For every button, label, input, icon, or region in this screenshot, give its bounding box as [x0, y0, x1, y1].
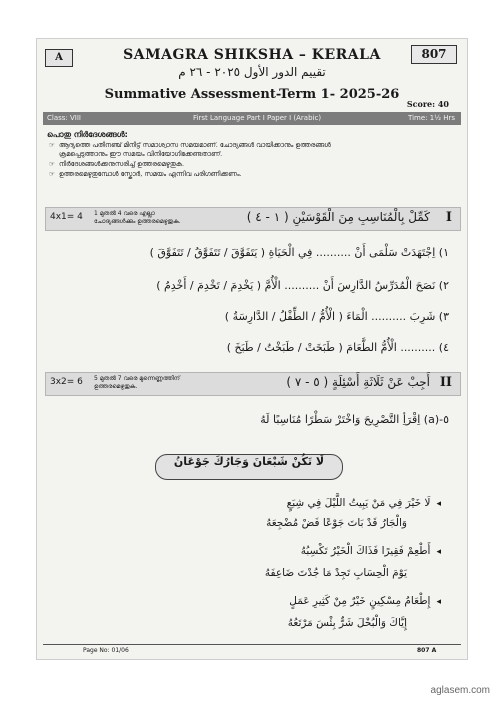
- question-5a: ٥-(a) اِقْرَأِ التَّصْرِيحَ وَاخْتَرْ سَطْرًا مُنَاسِبًا لَهُ: [260, 413, 449, 426]
- exam-heading: Summative Assessment-Term 1- 2025-26: [104, 87, 400, 102]
- question-2: ٢) نَصَحَ الْمُدَرِّسُ الدَّارِسَ أَنْ .......... الْأُمَّ ( يَخْدِمَ / تَخْدِمَ / أَخْدِمُ ): [156, 279, 449, 292]
- paper-label: First Language Part I Paper I (Arabic): [193, 114, 322, 122]
- paper-code-box: 807: [411, 45, 457, 64]
- watermark: aglasem.com: [430, 685, 490, 696]
- question-3: ٣) شَرِبَ .......... الْمَاءَ ( الْأُمُّ / الطِّفْلُ / الدَّارِسَةُ ): [224, 310, 449, 323]
- hand-pointer-icon: ☞: [49, 160, 55, 168]
- section-1-marks: 4x1= 4: [50, 212, 83, 222]
- question-1: ١) اِجْتَهَدَتْ سَلْمَى أَنْ .......... فِي الْحَيَاةِ ( يَتَفَوَّقَ / تَتَفَوَّقُ / تَتَفَوَّقَ ): [149, 246, 449, 259]
- footer-divider: [43, 644, 461, 645]
- arabic-subtitle: تقييم الدور الأول ٢٠٢٥ - ٢٦ م: [178, 65, 326, 79]
- instruction-item: ☞ ഉത്തരമെഴുതുമ്പോൾ സ്കോർ, സമയം എന്നിവ പരിഗണിക്കണം.: [49, 170, 242, 178]
- info-bar: [43, 112, 461, 125]
- poem-verse: ◂ إِطْعَامُ مِسْكِينٍ خَيْرٌ مِنْ كَثِيرِ عَمَلٍ: [141, 595, 441, 607]
- time-label: Time: 1½ Hrs: [408, 114, 455, 122]
- section-2-number: II: [439, 375, 452, 390]
- section-1-title: كَمِّلْ بِالْمُنَاسِبِ مِنَ الْقَوْسَيْنِ ( ١ - ٤ ): [246, 210, 430, 224]
- question-4: ٤) .......... الْأُمُّ الطَّعَامَ ( طَبَخَتْ / طَبَخْتُ / طَبَخَ ): [226, 341, 449, 354]
- hand-pointer-icon: ☞: [49, 170, 55, 178]
- instruction-item: ☞ നിർദേശങ്ങൾക്കനുസരിച്ച് ഉത്തരമെഴുതുക.: [49, 160, 185, 168]
- poem-verse: ◂ أَطْعِمْ فَقِيرًا فَذَاكَ الْخَيْرُ تَكْسِبُهُ: [141, 545, 441, 557]
- section-1-bar: [45, 207, 461, 231]
- poem-verse: إِيَّاكَ وَالْبُخْلَ شَرٌّ بِئْسَ مَرْتَعُهُ: [287, 617, 407, 629]
- section-2-marks: 3x2= 6: [50, 377, 83, 387]
- score-label: Score: 40: [406, 99, 449, 109]
- class-label: Class: VIII: [47, 114, 81, 122]
- page-number: Page No: 01/06: [83, 647, 129, 654]
- instruction-item: ☞ ആദ്യത്തെ പതിനഞ്ച് മിനിട്ട് സമാശ്വാസ സമയമാണ്. ചോദ്യങ്ങൾ വായിക്കാനും ഉത്തരങ്ങൾ: [49, 141, 331, 149]
- page-title: SAMAGRA SHIKSHA – KERALA: [123, 47, 381, 63]
- poem-title: لَا تَكُنْ شَبْعَانَ وَجَارُكَ جَوْعَانُ: [155, 454, 343, 480]
- footer-code: 807 A: [417, 647, 437, 654]
- section-2-title: أَجِبْ عَنْ ثَلَاثَةِ أَسْئِلَةٍ ( ٥ - ٧ ): [286, 375, 430, 389]
- poem-verse: يَوْمَ الْحِسَابِ تَجِدْ مَا جُدْتَ ضَاعِفَهُ: [264, 567, 407, 579]
- hand-pointer-icon: ☞: [49, 141, 55, 149]
- instructions-heading: പൊതു നിർദേശങ്ങൾ:: [47, 130, 128, 139]
- section-2-note: 5 മുതൽ 7 വരെ മുന്നെണ്ണത്തിന് ഉത്തരമെഴുതുക.: [94, 375, 180, 390]
- section-1-number: I: [445, 210, 452, 225]
- exam-page: [36, 38, 468, 660]
- section-1-note: 1 മുതൽ 4 വരെ എല്ലാ ചോദ്യങ്ങൾക്കും ഉത്തരമെഴുതുക.: [94, 210, 181, 225]
- instruction-item-continued: ക്രമപ്പെടുത്താനും ഈ സമയം വിനിയോഗിക്കേണ്ടതാണ്.: [59, 150, 223, 158]
- poem-verse: وَالْجَارُ قَدْ بَاتَ جَوْعًا فَضْ مُضْجِعَهُ: [266, 517, 407, 529]
- poem-verse: ◂ لَا خَيْرَ فِي مَنْ يَبِيتُ اللَّيْلَ فِي شِبَعٍ: [141, 497, 441, 509]
- paper-set-box: A: [45, 49, 73, 67]
- section-2-bar: [45, 372, 461, 396]
